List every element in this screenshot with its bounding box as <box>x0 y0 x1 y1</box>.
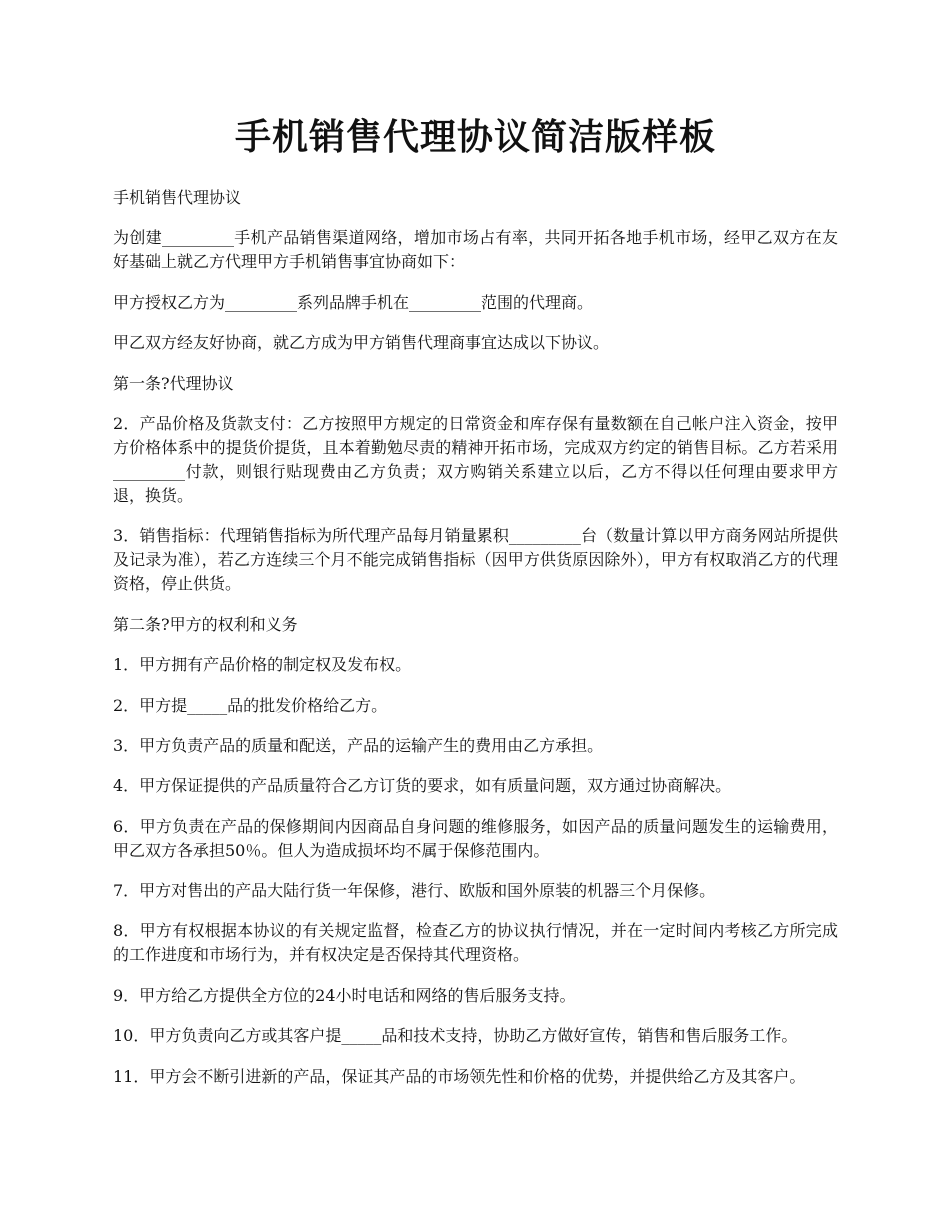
clause-paragraph: 10．甲方负责向乙方或其客户提_____品和技术支持，协助乙方做好宣传，销售和售后服务工作。 <box>113 1026 798 1046</box>
clause-paragraph: 7．甲方对售出的产品大陆行货一年保修，港行、欧版和国外原装的机器三个月保修。 <box>113 881 716 901</box>
clause-paragraph: 2．产品价格及货款支付：乙方按照甲方规定的日常资金和库存保有量数额在自己帐户注入资金，按甲方价格体系中的提货价提货，且本着勤勉尽责的精神开拓市场，完成双方约定的销售目标。乙方若采用_________付款，则银行贴现费由乙方负责；双方购销关系建立以后，乙方不得以任何理由要求甲方退，换货。 <box>113 413 838 505</box>
article-2-heading: 第二条?甲方的权利和义务 <box>113 614 298 634</box>
document-title: 手机销售代理协议简洁版样板 <box>234 116 716 158</box>
clause-paragraph: 2．甲方提_____品的批发价格给乙方。 <box>113 695 388 715</box>
intro-paragraph: 为创建_________手机产品销售渠道网络，增加市场占有率，共同开拓各地手机市场，经甲乙双方在友好基础上就乙方代理甲方手机销售事宜协商如下： <box>113 228 838 272</box>
clause-paragraph: 6．甲方负责在产品的保修期间内因商品自身问题的维修服务，如因产品的质量问题发生的运输费用，甲乙双方各承担50％。但人为造成损坏均不属于保修范围内。 <box>113 816 838 860</box>
authorization-paragraph: 甲方授权乙方为_________系列品牌手机在_________范围的代理商。 <box>113 292 594 312</box>
clause-paragraph: 3．销售指标：代理销售指标为所代理产品每月销量累积_________台（数量计算以甲方商务网站所提供及记录为准），若乙方连续三个月不能完成销售指标（因甲方供货原因除外），甲方有权取消乙方的代理资格，停止供货。 <box>113 526 838 594</box>
clause-paragraph: 11．甲方会不断引进新的产品，保证其产品的市场领先性和价格的优势，并提供给乙方及其客户。 <box>113 1066 806 1086</box>
subtitle-paragraph: 手机销售代理协议 <box>113 188 242 207</box>
clause-paragraph: 9．甲方给乙方提供全方位的24小时电话和网络的售后服务支持。 <box>113 985 576 1005</box>
clause-paragraph: 4．甲方保证提供的产品质量符合乙方订货的要求，如有质量问题，双方通过协商解决。 <box>113 776 732 796</box>
article-1-heading: 第一条?代理协议 <box>113 373 234 393</box>
clause-paragraph: 8．甲方有权根据本协议的有关规定监督，检查乙方的协议执行情况，并在一定时间内考核乙方所完成的工作进度和市场行为，并有权决定是否保持其代理资格。 <box>113 921 838 965</box>
clause-paragraph: 3．甲方负责产品的质量和配送，产品的运输产生的费用由乙方承担。 <box>113 735 604 755</box>
clause-paragraph: 1．甲方拥有产品价格的制定权及发布权。 <box>113 655 412 675</box>
agreement-paragraph: 甲乙双方经友好协商，就乙方成为甲方销售代理商事宜达成以下协议。 <box>113 333 610 353</box>
